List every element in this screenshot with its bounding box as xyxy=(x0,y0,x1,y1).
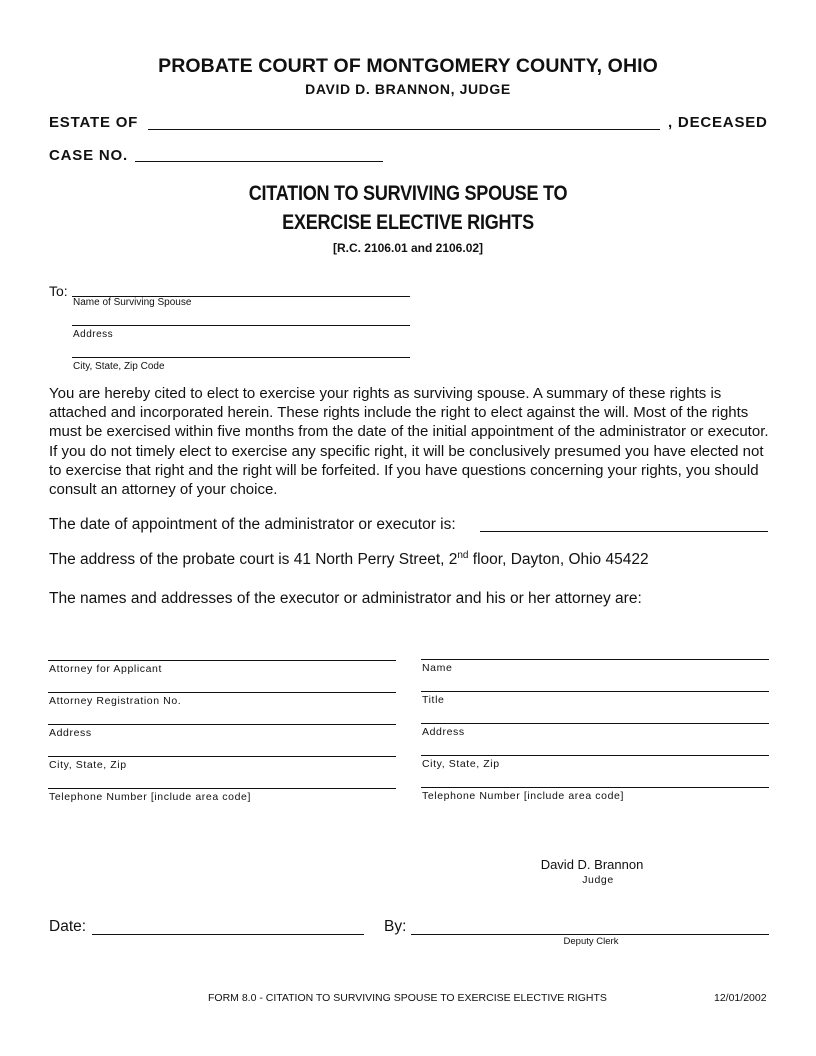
attorney-registration-field[interactable] xyxy=(48,692,396,693)
judge-name: David D. Brannon xyxy=(540,857,644,872)
fiduciary-city-label: City, State, Zip xyxy=(422,758,500,770)
estate-field[interactable] xyxy=(148,129,660,130)
fiduciary-title-label: Title xyxy=(422,694,445,706)
deputy-clerk-signature-field[interactable] xyxy=(411,934,769,935)
fiduciary-phone-label: Telephone Number [include area code] xyxy=(422,790,624,802)
deceased-label: , DECEASED xyxy=(668,114,768,131)
attorney-address-label: Address xyxy=(49,727,92,739)
appointment-date-label: The date of appointment of the administrator or executor is: xyxy=(49,516,456,533)
attorney-address-field[interactable] xyxy=(48,724,396,725)
fiduciary-phone-field[interactable] xyxy=(421,787,769,788)
fiduciary-address-label: Address xyxy=(422,726,465,738)
form-title-line1: CITATION TO SURVIVING SPOUSE TO xyxy=(248,182,568,205)
citation-paragraph: You are hereby cited to elect to exercise your rights as surviving spouse. A summary of these rights is attached and incorporated herein. These rights include the right to elect against the will. Most of the rights must be exercised within five months from the date of the initial appointment of the administrator or executor. If you do not timely elect to exercise any specific right, it will be conclusively presumed you have elected not to exercise that right and the right will be forfeited. If you have questions concerning your rights, you should consult an attorney of your choice. xyxy=(49,385,769,499)
case-number-field[interactable] xyxy=(135,161,383,162)
attorney-label: Attorney for Applicant xyxy=(49,663,163,675)
appointment-date-field[interactable] xyxy=(480,531,768,532)
fiduciary-city-field[interactable] xyxy=(421,755,769,756)
spouse-address-field[interactable] xyxy=(72,325,410,326)
spouse-city-label: City, State, Zip Code xyxy=(73,361,165,372)
by-label: By: xyxy=(384,918,407,935)
court-address-prefix: The address of the probate court is 41 North Perry Street, 2 xyxy=(49,551,458,569)
deputy-clerk-label: Deputy Clerk xyxy=(563,936,619,947)
fiduciary-title-field[interactable] xyxy=(421,691,769,692)
case-number-label: CASE NO. xyxy=(49,147,128,164)
statute-reference: [R.C. 2106.01 and 2106.02] xyxy=(332,241,484,255)
spouse-name-label: Name of Surviving Spouse xyxy=(73,297,192,308)
fiduciary-name-field[interactable] xyxy=(421,659,769,660)
footer-form-date: 12/01/2002 xyxy=(714,992,767,1004)
fiduciary-address-field[interactable] xyxy=(421,723,769,724)
judge-title: Judge xyxy=(582,874,614,886)
spouse-city-field[interactable] xyxy=(72,357,410,358)
court-address-suffix: floor, Dayton, Ohio 45422 xyxy=(468,551,649,569)
attorney-phone-label: Telephone Number [include area code] xyxy=(49,791,251,803)
attorney-name-field[interactable] xyxy=(48,660,396,661)
spouse-address-label: Address xyxy=(73,329,114,340)
names-addresses-label: The names and addresses of the executor or administrator and his or her attorney are: xyxy=(49,590,642,607)
attorney-city-field[interactable] xyxy=(48,756,396,757)
fiduciary-name-label: Name xyxy=(422,662,453,674)
attorney-phone-field[interactable] xyxy=(48,788,396,789)
attorney-city-label: City, State, Zip xyxy=(49,759,127,771)
date-label: Date: xyxy=(49,918,87,935)
court-name: PROBATE COURT OF MONTGOMERY COUNTY, OHIO xyxy=(158,55,658,77)
form-title-line2: EXERCISE ELECTIVE RIGHTS xyxy=(282,211,534,234)
judge-line: DAVID D. BRANNON, JUDGE xyxy=(305,81,511,97)
to-label: To: xyxy=(49,283,68,299)
court-address-ordinal: nd xyxy=(457,550,469,561)
attorney-registration-label: Attorney Registration No. xyxy=(49,695,182,707)
date-field[interactable] xyxy=(92,934,364,935)
footer-form-title: FORM 8.0 - CITATION TO SURVIVING SPOUSE TO EXERCISE ELECTIVE RIGHTS xyxy=(208,992,607,1004)
court-address xyxy=(49,550,649,569)
estate-label: ESTATE OF xyxy=(49,114,139,131)
